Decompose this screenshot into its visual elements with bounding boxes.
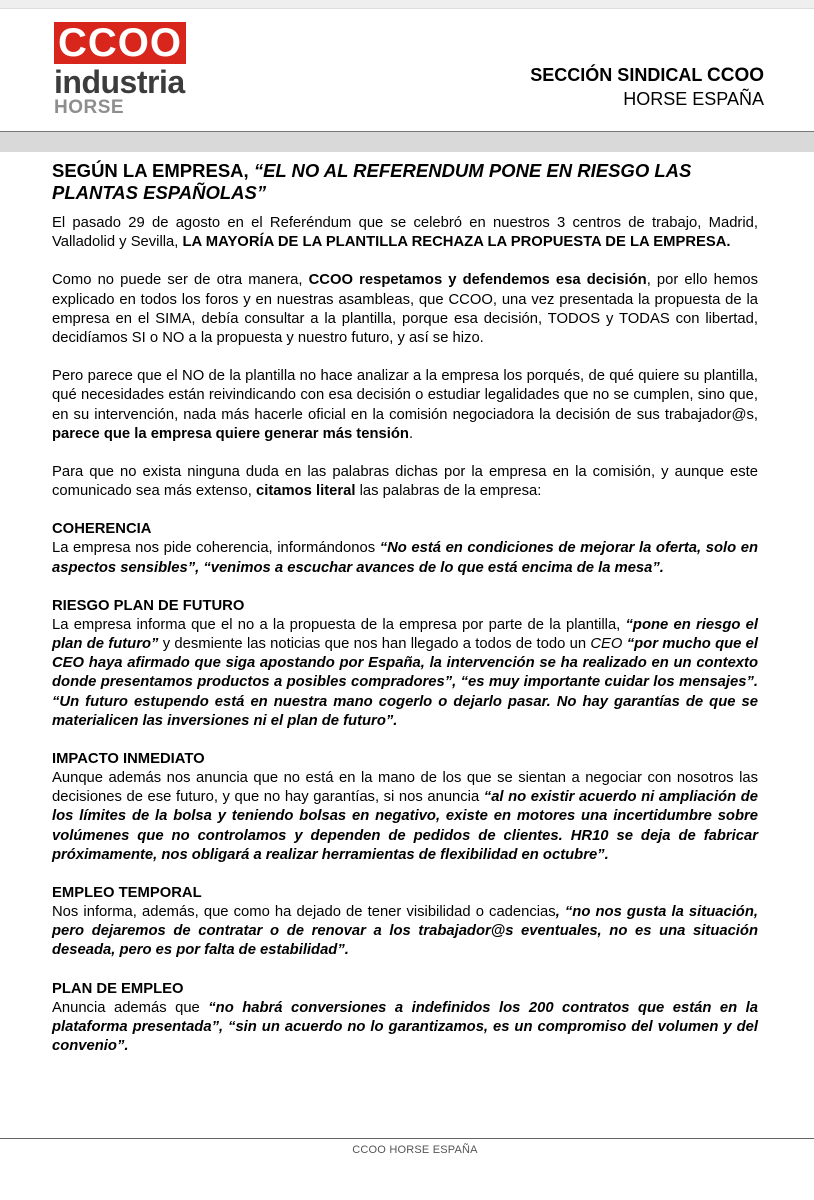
paragraph-4 [52, 463, 758, 501]
paragraph-3 [52, 367, 758, 444]
logo-horse: HORSE [54, 97, 125, 118]
empleo-temporal-quote: , “no nos gusta la situación, pero dejaremos de contratar o de renovar a los trabajador@s eventuales, no es una situación deseada, pero es por falta de estabilidad”. [52, 904, 758, 959]
title-quote: “EL NO AL REFERENDUM PONE EN RIESGO LAS PLANTAS ESPAÑOLAS” [52, 160, 692, 203]
footer-rule [0, 1138, 814, 1139]
p3-text-a: Pero parece que el NO de la plantilla no hace analizar a la empresa los porqués, de qué quiere su plantilla, qué necesidades están reivindicando con esa decisión o estudiar legalidades que no se cumplen, sino que, en su intervención, nada más hacerle oficial en la comisión negociadora la decisión de sus trabajador@s, [52, 368, 758, 423]
section-riesgo [52, 597, 758, 731]
section-body-plan-empleo [52, 999, 758, 1057]
section-plan-empleo [52, 980, 758, 1057]
top-divider [0, 8, 814, 9]
p2-text-a: Como no puede ser de otra manera, [52, 272, 309, 289]
p3-text-c: . [408, 425, 414, 442]
p1-bold: LA MAYORÍA DE LA PLANTILLA RECHAZA LA PROPUESTA DE LA EMPRESA. [182, 234, 731, 251]
section-body-impacto [52, 769, 758, 865]
ccoo-industria-logo [54, 22, 194, 118]
section-body-coherencia [52, 539, 758, 577]
riesgo-text-ceo: CEO [590, 636, 623, 653]
header-section-brand: CCOO [707, 65, 764, 86]
section-heading-plan-empleo: PLAN DE EMPLEO [52, 980, 184, 997]
header-section-line [530, 64, 764, 87]
section-heading-empleo-temporal: EMPLEO TEMPORAL [52, 885, 202, 902]
riesgo-text-2: y desmiente las noticias que nos han llegado a todos de todo un [158, 636, 591, 653]
impacto-quote: “al no existir acuerdo ni ampliación de los límites de la bolsa y teniendo bolsas en negativo, existe en motores una incertidumbre sobre volúmenes que no controlamos y dependen de pedidos de clientes. HR10 se deja de fabricar próximamente, nos obligará a realizar herramientas de flexibilidad en octubre”. [52, 789, 758, 863]
p2-text-c: , por ello hemos explicado en todos los foros y en nuestras asambleas, que CCOO, una vez presentada la propuesta de la empresa en el SIMA, debía consultar a la plantilla, porque esa decisión, TODOS y TODAS con libertad, decidíamos SI o NO a la propuesta y nuestro futuro, y así se hizo. [52, 272, 758, 347]
section-coherencia [52, 520, 758, 577]
empleo-temporal-text: Nos informa, además, que como ha dejado de tener visibilidad o cadencias [52, 904, 556, 921]
page-title [52, 160, 758, 204]
document-header [530, 64, 764, 111]
section-body-empleo-temporal [52, 903, 758, 961]
p4-bold: citamos literal [255, 483, 356, 500]
ccoo-logo-box [54, 22, 186, 64]
riesgo-quote-2: “por mucho que el CEO haya afirmado que siga apostando por España, la intervención se ha realizado en un contexto donde presentamos productos a posibles compradores”, “es muy importante cuidar los mensajes”. “Un futuro estupendo está en nuestra mano cogerlo o dejarlo pasar. No hay garantías de que se materialicen las inversiones ni el plan de futuro”. [52, 636, 759, 729]
header-section-label: SECCIÓN SINDICAL [530, 65, 702, 85]
p2-bold: CCOO respetamos y defendemos esa decisión [308, 272, 647, 289]
document-body [52, 160, 758, 1075]
page-footer: CCOO HORSE ESPAÑA [352, 1144, 478, 1156]
section-impacto [52, 750, 758, 865]
coherencia-quote: “No está en condiciones de mejorar la oferta, solo en aspectos sensibles”, “venimos a escuchar avances de lo que está encima de la mesa”. [52, 540, 758, 576]
title-prefix: SEGÚN LA EMPRESA, [52, 160, 249, 181]
riesgo-text-1: La empresa informa que el no a la propuesta de la empresa por parte de la plantilla, [52, 616, 626, 633]
p4-text-a: Para que no exista ninguna duda en las palabras dichas por la empresa en la comisión, y aunque este comunicado sea más extenso, [52, 464, 758, 500]
p1-text: El pasado 29 de agosto en el Referéndum que se celebró en nuestros 3 centros de trabajo, Madrid, Valladolid y Sevilla, [52, 215, 758, 251]
riesgo-quote-1: “pone en riesgo el plan de futuro” [52, 616, 758, 653]
section-heading-impacto: IMPACTO INMEDIATO [52, 751, 205, 768]
section-heading-coherencia: COHERENCIA [52, 521, 152, 538]
p4-text-c: las palabras de la empresa: [355, 483, 542, 500]
logo-brand: CCOO [58, 21, 182, 65]
plan-empleo-text: Anuncia además que [52, 999, 209, 1016]
section-body-riesgo [52, 616, 758, 731]
section-empleo-temporal [52, 884, 758, 961]
impacto-text: Aunque además nos anuncia que no está en la mano de los que se sientan a negociar con nosotros las decisiones de ese futuro, y que no hay garantías, si nos anuncia [52, 770, 758, 806]
p3-bold: parece que la empresa quiere generar más tensión [52, 425, 409, 442]
coherencia-text: La empresa nos pide coherencia, informándonos [52, 540, 380, 557]
section-heading-riesgo: RIESGO PLAN DE FUTURO [52, 597, 245, 614]
logo-industria: industria [54, 64, 185, 100]
header-band [0, 132, 814, 152]
paragraph-2 [52, 271, 758, 348]
top-strip [0, 0, 814, 8]
plan-empleo-quote: “no habrá conversiones a indefinidos los 200 contratos que están en la plataforma presentada”, “sin un acuerdo no lo garantizamos, es un compromiso del volumen y del convenio”. [52, 999, 758, 1055]
paragraph-1 [52, 214, 758, 252]
header-company: HORSE ESPAÑA [623, 89, 764, 109]
